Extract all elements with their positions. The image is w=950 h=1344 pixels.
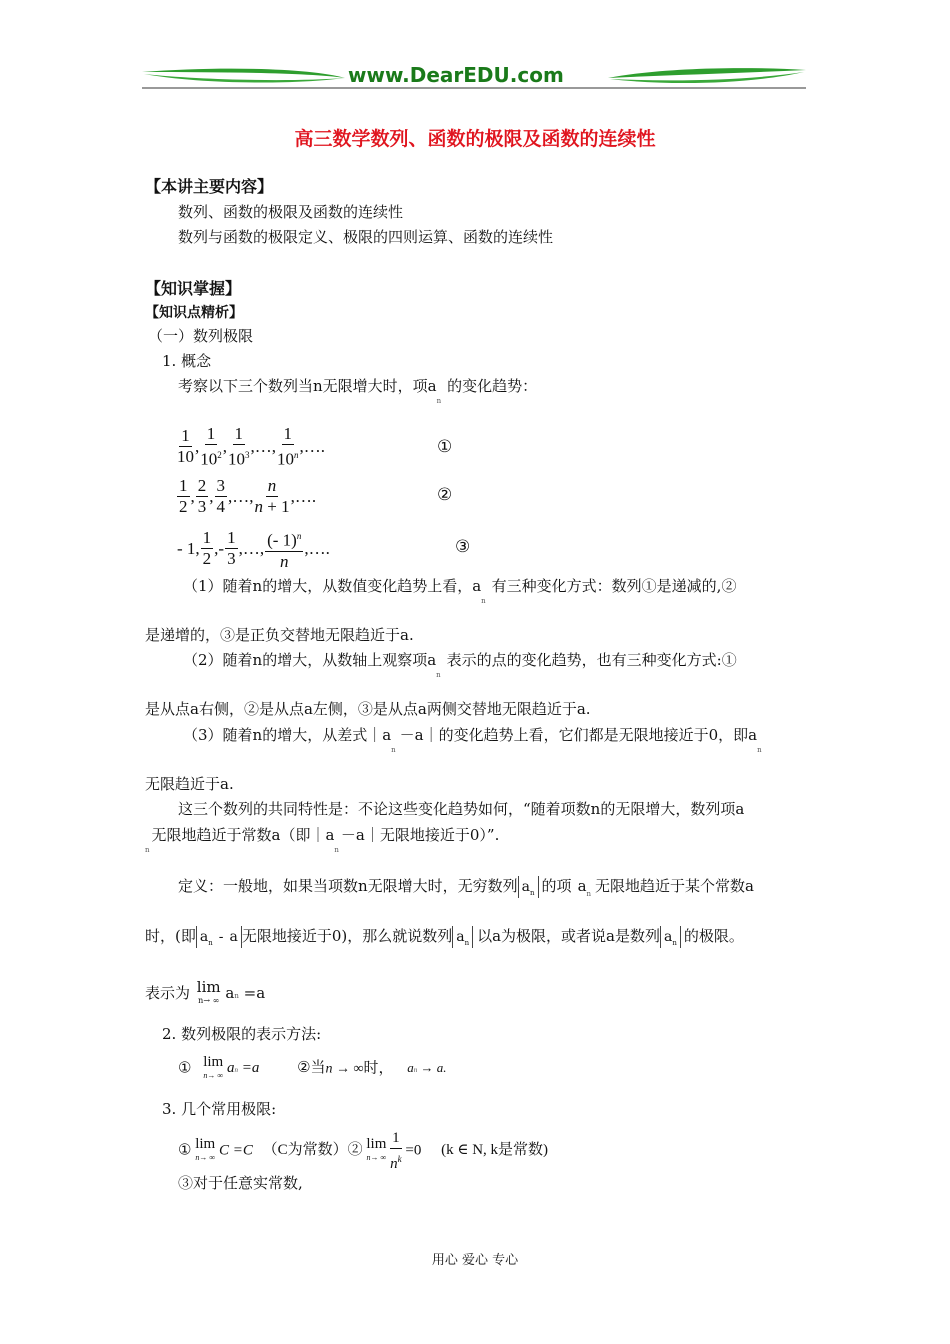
- para-2-line-2: 是从点a右侧，②是从点a左侧，③是从点a两侧交替地无限趋近于a.: [145, 700, 591, 718]
- logo-text: www.DearEDU.com: [348, 63, 564, 87]
- para-1-line-1: （1）随着n的增大，从数值变化趋势上看，$a_n$有三种变化方式：数列①是递减的,②: [183, 577, 737, 605]
- page-title: 高三数学数列、函数的极限及函数的连续性: [294, 128, 656, 150]
- definition-line-1: 定义：一般地，如果当项数n无限增大时，无穷数列 $a_n$ 的项 $a_n$ 无限地趋近于某个常数a: [178, 877, 754, 898]
- para-3-line-2: 无限趋近于a.: [145, 775, 234, 793]
- item-2-heading: 2. 数列极限的表示方法:: [162, 1025, 322, 1043]
- para-2-line-1: （2）随着n的增大，从数轴上观察项$a_n$表示的点的变化趋势，也有三种变化方式:①: [183, 651, 737, 679]
- section-heading-main-content: 【本讲主要内容】: [145, 177, 274, 196]
- item-2-formulas: ① lim n→ ∞ an =a ②当n → ∞时， an → a.: [178, 1054, 447, 1080]
- item-3-heading: 3. 几个常用极限:: [162, 1100, 277, 1118]
- sequence-1-formula: $\frac{1}{10}$ , $\frac{1}{10^2}$ , $\frac{1}{10^3}$ ,…, $\frac{1}{10^n}$ ,….: [177, 424, 325, 469]
- section1-line-1: 数列、函数的极限及函数的连续性: [178, 203, 404, 221]
- representation-line: 表示为 lim n→ ∞ an =a: [145, 978, 266, 1005]
- definition-line-2: 时，(即 $a_n$ - a 无限地接近于0)，那么就说数列 $a_n$ 以a为极限，或者说a是数列 $a_n$ 的极限。: [145, 927, 744, 947]
- item-3-formulas: ① lim n→ ∞ C =C （C为常数）② lim n→ ∞ $\frac{1}{n^k}$ =0 (k ∈ N, k是常数): [178, 1130, 549, 1172]
- page-footer: 用心 爱心 专心: [431, 1253, 519, 1268]
- para-3-line-1: （3）随着n的增大，从差式$|a_n-a|$的变化趋势上看，它们都是无限地接近于0，即$a_n$: [183, 726, 762, 754]
- section-heading-knowledge: 【知识掌握】: [145, 279, 242, 298]
- part-label-sequence-limit: （一）数列极限: [148, 327, 254, 345]
- item-1-concept: 1. 概念: [162, 352, 212, 370]
- sequence-3-marker: ③: [455, 537, 471, 557]
- header-banner: [140, 60, 810, 92]
- para-1-line-2: 是递增的，③是正负交替地无限趋近于a.: [145, 626, 414, 644]
- section-subheading-analysis: 【知识点精析】: [145, 305, 243, 321]
- item-3-line-3: ③对于任意实常数,: [178, 1174, 303, 1192]
- intro-line: 考察以下三个数列当n无限增大时，项$a_n$的变化趋势：: [178, 377, 538, 405]
- sequence-1-marker: ①: [437, 437, 453, 457]
- common-property-line-1: 这三个数列的共同特性是：不论这些变化趋势如何，“随着项数n的无限增大，数列项a: [178, 800, 745, 818]
- sequence-2-marker: ②: [437, 485, 453, 505]
- sequence-3-formula: - 1, $\frac{1}{2}$ ,- $\frac{1}{3}$ ,…, $\frac{(- 1)^n}{n}$ ,….: [177, 526, 330, 572]
- common-property-line-2: $_n$无限地趋近于常数a（即$|a_n-a|$无限地接近于0）”.: [145, 826, 500, 854]
- sequence-2-formula: $\frac{1}{2}$ , $\frac{2}{3}$ , $\frac{3}{4}$ ,…, $\frac{n}{n + 1}$ ,….: [179, 476, 317, 516]
- section1-line-2: 数列与函数的极限定义、极限的四则运算、函数的连续性: [178, 228, 554, 246]
